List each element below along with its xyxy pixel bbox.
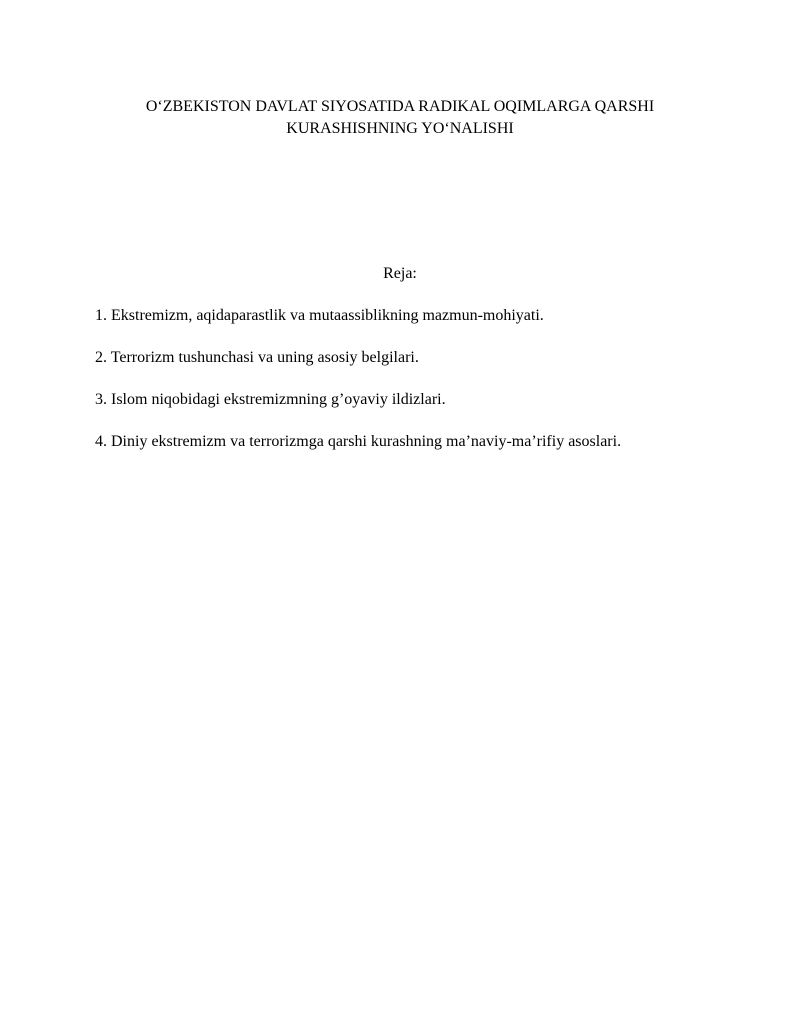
- plan-item-3: 3. Islom niqobidagi ekstremizmning g’oyaviy ildizlari.: [95, 391, 446, 408]
- plan-item-1: 1. Ekstremizm, aqidaparastlik va mutaassiblikning mazmun-mohiyati.: [95, 307, 544, 324]
- plan-item-2: 2. Terrorizm tushunchasi va uning asosiy belgilari.: [95, 349, 419, 366]
- plan-list: [95, 305, 755, 473]
- plan-item-4: 4. Diniy ekstremizm va terrorizmga qarshi kurashning ma’naviy-ma’rifiy asoslari.: [95, 433, 622, 450]
- title-line-2: KURASHISHNING YO‘NALISHI: [286, 120, 514, 137]
- document-title: [60, 96, 740, 140]
- title-line-1: O‘ZBEKISTON DAVLAT SIYOSATIDA RADIKAL OQIMLARGA QARSHI: [145, 98, 655, 115]
- plan-heading: Reja:: [383, 265, 417, 282]
